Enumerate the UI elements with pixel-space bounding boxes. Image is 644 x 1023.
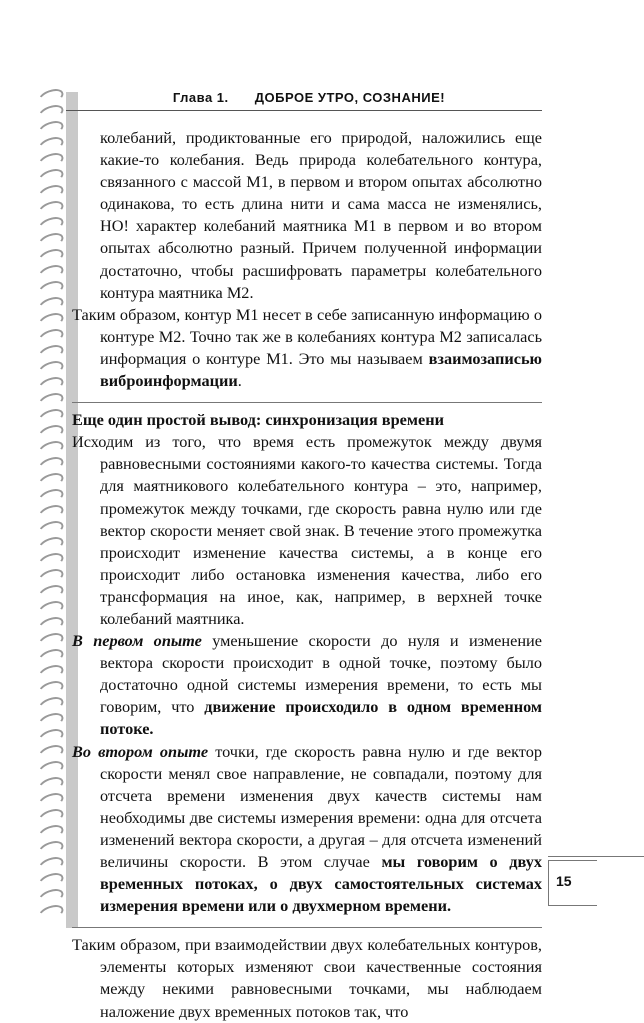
paragraph-2 bbox=[72, 304, 542, 392]
paragraph-1: колебаний, продиктованные его природой, наложились еще какие-то колебания. Ведь природа колебательного контура, связанного с массой М1, в первом и втором опытах абсолютно одинакова, то есть длина нити и сама масса не изменялись, НО! характер колебаний маятника М1 в первом и во втором опытах абсолютно разный. Причем полученной информации достаточно, чтобы расшифровать параметры колебательного контура маятника М2. bbox=[100, 128, 542, 302]
paragraph-5 bbox=[72, 741, 542, 918]
section-rule bbox=[72, 402, 542, 403]
section-rule-2 bbox=[72, 927, 542, 928]
paragraph-6: Таким образом, при взаимодействии двух колебательных контуров, элементы которых изменяют свои качественные состояния между некими равновесными точками, мы наблюдаем наложение двух временных потоков так, что bbox=[72, 935, 542, 1021]
chapter-title: ДОБРОЕ УТРО, СОЗНАНИЕ! bbox=[254, 90, 446, 105]
paragraph-5-bold: мы говорим о двух временных потоках, о двух самостоятельных системах измерения времени или о двухмерном времени. bbox=[100, 852, 542, 916]
paragraph-4-lead: В первом опыте bbox=[72, 631, 202, 651]
paragraph-4 bbox=[72, 630, 542, 740]
spiral-binding-decoration bbox=[34, 90, 70, 930]
paragraph-4-bold: движение происходило в одном временном потоке. bbox=[100, 697, 542, 739]
paragraph-3: Исходим из того, что время есть промежуток между двумя равновесными состояниями какого-то качества системы. Тогда для маятникового колебательного контура – это, например, промежуток между точками, где скорость равна нулю или где вектор скорости меняет свой знак. В течение этого промежутка происходит изменение качества системы, а в конце его происходит либо остановка изменения качества, либо его трансформация на иное, как, например, в верхней точке колебаний маятника. bbox=[72, 432, 542, 628]
page-number-rule bbox=[548, 856, 644, 857]
section-heading: Еще один простой вывод: синхронизация времени bbox=[72, 410, 444, 430]
header-rule bbox=[66, 110, 542, 111]
paragraph-5-text: точки, где скорость равна нулю и где вектор скорости менял свое направление, не совпадали, поэтому для отсчета времени изменения двух качеств системы нам необходимы две системы измерения времени: одна для отсчета изменений вектора скорости, а другая – для отсчета изменений величины скорости. В этом случае bbox=[100, 741, 542, 871]
paragraph-2-text: Таким образом, контур М1 несет в себе записанную информацию о контуре М2. Точно так же в колебаниях контура М2 записалась информация о контуре М1. Это мы называем bbox=[72, 304, 542, 368]
running-header bbox=[78, 90, 540, 108]
chapter-label: Глава 1. bbox=[172, 90, 229, 105]
paragraph-2-bold: взаимозаписью виброинформации bbox=[100, 348, 542, 391]
paragraph-5-lead: Во втором опыте bbox=[72, 741, 209, 761]
paragraph-2-end: . bbox=[237, 371, 242, 391]
page-body bbox=[72, 127, 542, 1023]
spiral-loop bbox=[36, 902, 65, 924]
page-number: 15 bbox=[556, 873, 572, 889]
paragraph-4-text: уменьшение скорости до нуля и изменение вектора скорости происходит в одной точке, поэтому было достаточно одной системы измерения времени, то есть мы говорим, что bbox=[100, 631, 542, 717]
